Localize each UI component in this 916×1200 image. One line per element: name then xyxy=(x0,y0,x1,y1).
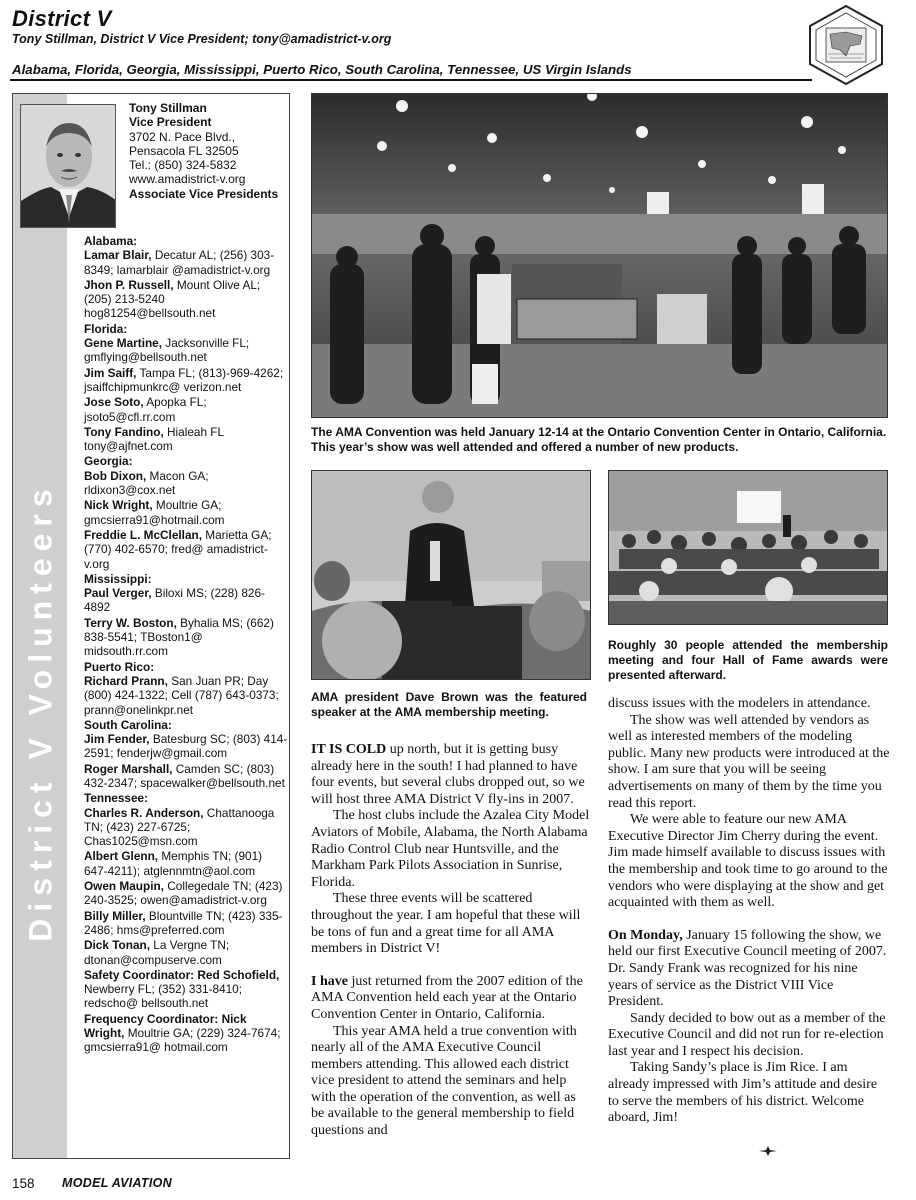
vp-website: www.amadistrict-v.org xyxy=(129,172,246,187)
article-paragraph xyxy=(311,808,591,891)
article-paragraph xyxy=(608,812,890,912)
paragraph-text: January 15 following the show, we held our first Executive Council meeting of 2007. Dr. Sandy Frank was recognized for his nine years of service as the District VIII Vice President. xyxy=(608,927,887,1010)
contact-details: Moultrie GA; gmcsierra91@hotmail.com xyxy=(84,498,225,527)
article-paragraph xyxy=(311,1024,591,1140)
contact-name: Jim Fender, xyxy=(84,732,150,747)
contact-entry xyxy=(84,586,288,615)
contact-entry xyxy=(84,469,288,498)
contact-entry xyxy=(84,849,288,878)
convention-hall-photo xyxy=(311,93,888,418)
article-column-1 xyxy=(311,742,591,1140)
contact-details: Marietta GA; (770) 402-6570; fred@ amadistrict-v.org xyxy=(84,527,272,571)
contact-name: Gene Martine, xyxy=(84,336,163,351)
paragraph-lead: On Monday, xyxy=(608,927,683,943)
contact-details: Chattanooga TN; (423) 227-6725; Chas1025@msn.com xyxy=(84,805,275,849)
paragraph-text: discuss issues with the modelers in attendance. xyxy=(608,696,871,711)
contact-name: Dick Tonan, xyxy=(84,938,150,953)
contact-section-heading: Alabama: xyxy=(84,234,138,248)
vp-name: Tony Stillman xyxy=(129,101,207,115)
contact-entry xyxy=(84,336,288,365)
paragraph-lead: I have xyxy=(311,973,348,989)
contact-entry xyxy=(84,425,288,454)
contact-details: Memphis TN; (901) 647-4211); atglennmtn@aol.com xyxy=(84,849,263,878)
convention-photo-caption: The AMA Convention was held January 12-14 at the Ontario Convention Center in Ontario, California. This year’s show was well attended and offered a number of new products. xyxy=(311,425,887,454)
contact-section-heading: Mississippi: xyxy=(84,571,152,586)
contact-name: Roger Marshall, xyxy=(84,761,173,776)
article-paragraph xyxy=(311,891,591,957)
contact-name: Jim Saiff, xyxy=(84,365,137,380)
contact-name: Safety Coordinator: Red Schofield, xyxy=(84,967,280,982)
contact-entry xyxy=(84,879,288,908)
contact-details: La Vergne TN; dtonan@compuserve.com xyxy=(84,938,230,967)
contact-entry xyxy=(84,1012,288,1055)
contact-name: Owen Maupin, xyxy=(84,879,164,894)
article-paragraph xyxy=(608,696,890,713)
contact-entry xyxy=(84,762,288,791)
contact-entry xyxy=(84,968,288,1011)
vp-contact-block xyxy=(129,101,287,201)
page-subtitle: Tony Stillman, District V Vice President; tony@amadistrict-v.org xyxy=(12,32,392,46)
contact-name: Bob Dixon, xyxy=(84,468,147,483)
contact-entry xyxy=(84,278,288,321)
contact-details: Byhalia MS; (662) 838-5541; TBoston1@ midsouth.rr.com xyxy=(84,615,274,659)
contact-details: Collegedale TN; (423) 240-3525; owen@amadistrict-v.org xyxy=(84,879,283,908)
district-states: Alabama, Florida, Georgia, Mississippi, Puerto Rico, South Carolina, Tennessee, US Virgin Islands xyxy=(12,62,632,77)
contact-section-heading: Puerto Rico: xyxy=(84,659,155,674)
contact-details: Moultrie GA; (229) 324-7674; gmcsierra91@ hotmail.com xyxy=(84,1026,281,1055)
contact-details: Newberry FL; (352) 331-8410; redscho@ bellsouth.net xyxy=(84,982,243,1011)
contact-name: Nick Wright, xyxy=(84,498,153,513)
contact-details: Tampa FL; (813)-969-4262; jsaiffchipmunkrc@ verizon.net xyxy=(84,365,284,394)
end-mark-icon xyxy=(758,1145,778,1157)
vp-telephone: Tel.: (850) 324-5832 xyxy=(129,158,237,173)
contact-entry xyxy=(84,395,288,424)
contact-details: Biloxi MS; (228) 826-4892 xyxy=(84,586,265,615)
paragraph-text: The host clubs include the Azalea City Model Aviators of Mobile, Alabama, the North Alabama Radio Control Club near Huntsville, and the Markham Park Pilots Association in Sunrise, Florida. xyxy=(311,808,590,890)
contact-details: Apopka FL; jsoto5@cfl.rr.com xyxy=(84,395,207,424)
paragraph-text: The show was well attended by vendors as well as interested members of the modeling public. Many new products were introduced at the show. I am sure that you will be seeing advertisements on many of them by the time you read this report. xyxy=(608,712,890,811)
contact-entry xyxy=(84,732,288,761)
contact-section-heading: Tennessee: xyxy=(84,791,149,806)
paragraph-text: up north, but it is getting busy already here in the south! I had planned to have four events, but several clubs dropped out, so we will host three AMA District V fly-ins in 2007. xyxy=(311,742,585,807)
contact-name: Lamar Blair, xyxy=(84,248,152,263)
paragraph-text: just returned from the 2007 edition of the AMA Convention held each year at the Ontario Convention Center in Ontario, California. xyxy=(311,973,583,1022)
paragraph-text: This year AMA held a true convention with nearly all of the AMA Executive Council members attending. This allowed each district vice president to attend the seminars and help with the operation of the convention, as well as be available to the general membership to field questions and xyxy=(311,1023,577,1139)
contact-details: Macon GA; rldixon3@cox.net xyxy=(84,468,209,498)
publication-name: MODEL AVIATION xyxy=(62,1176,172,1190)
vp-address-line1: 3702 N. Pace Blvd., xyxy=(129,129,236,144)
sidebar-vertical-title: District V Volunteers xyxy=(22,482,59,942)
contact-section-heading: Florida: xyxy=(84,321,128,336)
contact-details: Mount Olive AL; (205) 213-5240 hog81254@bellsouth.net xyxy=(84,277,261,321)
contact-entry xyxy=(84,616,288,659)
contact-entry xyxy=(84,938,288,967)
contact-name: Tony Fandino, xyxy=(84,424,164,439)
contact-entry xyxy=(84,806,288,849)
contact-details: San Juan PR; Day (800) 424-1322; Cell (787) 643-0373; prann@onelinkpr.net xyxy=(84,673,279,717)
vp-title: Vice President xyxy=(129,115,212,130)
contact-section-heading: Georgia: xyxy=(84,454,133,469)
paragraph-text: Sandy decided to bow out as a member of the Executive Council and did not run for re-election last year and I respect his decision. xyxy=(608,1010,886,1059)
contact-name: Frequency Coordinator: Nick Wright, xyxy=(84,1011,247,1041)
paragraph-lead: IT IS COLD xyxy=(311,742,387,757)
contact-name: Terry W. Boston, xyxy=(84,615,177,630)
page-number: 158 xyxy=(12,1176,35,1191)
contact-details: Batesburg SC; (803) 414-2591; fenderjw@gmail.com xyxy=(84,732,288,761)
contact-name: Freddie L. McClellan, xyxy=(84,527,202,542)
contact-name: Jose Soto, xyxy=(84,395,144,410)
contact-name: Charles R. Anderson, xyxy=(84,805,204,820)
contact-entry xyxy=(84,674,288,717)
page-title: District V xyxy=(12,6,112,31)
vp-portrait xyxy=(20,104,116,228)
contact-section-heading: South Carolina: xyxy=(84,717,172,732)
article-paragraph xyxy=(608,713,890,813)
contact-entry xyxy=(84,528,288,571)
contact-name: Jhon P. Russell, xyxy=(84,277,174,292)
contact-details: Decatur AL; (256) 303-8349; lamarblair @amadistrict-v.org xyxy=(84,248,275,277)
speaker-photo xyxy=(311,470,591,680)
contacts-list xyxy=(84,234,288,1056)
contact-name: Billy Miller, xyxy=(84,908,146,923)
membership-meeting-photo xyxy=(608,470,888,625)
header-rule xyxy=(10,79,812,81)
contact-details: Blountville TN; (423) 335-2486; hms@preferred.com xyxy=(84,908,283,937)
paragraph-text: We were able to feature our new AMA Executive Director Jim Cherry during the event. Jim made himself available to discuss issues with the membership and took time to go around to the vendors who were displaying at the show and get acquainted with them as well. xyxy=(608,812,888,911)
article-paragraph xyxy=(608,1011,890,1061)
article-column-2 xyxy=(608,696,890,1127)
contact-entry xyxy=(84,366,288,395)
associate-vp-heading: Associate Vice Presidents xyxy=(129,186,279,201)
article-paragraph xyxy=(311,742,591,808)
contact-entry xyxy=(84,248,288,277)
district-seal-icon xyxy=(806,4,886,86)
article-paragraph xyxy=(608,928,890,1011)
contact-entry xyxy=(84,498,288,527)
paragraph-text: Taking Sandy’s place is Jim Rice. I am already impressed with Jim’s attitude and desire to serve the members of his district. Welcome aboard, Jim! xyxy=(608,1060,878,1126)
contact-entry xyxy=(84,909,288,938)
article-paragraph xyxy=(608,1060,890,1126)
volunteers-sidebar xyxy=(12,93,290,1159)
contact-details: Camden SC; (803) 432-2347; spacewalker@bellsouth.net xyxy=(84,761,285,790)
article-paragraph xyxy=(311,974,591,1024)
paragraph-text: These three events will be scattered throughout the year. I am hopeful that these will be tons of fun and a great time for all AMA members in District V! xyxy=(311,891,581,957)
meeting-photo-caption: Roughly 30 people attended the membership meeting and four Hall of Fame awards were presented afterward. xyxy=(608,638,888,682)
contact-name: Paul Verger, xyxy=(84,586,152,601)
vp-address-line2: Pensacola FL 32505 xyxy=(129,143,239,158)
contact-details: Jacksonville FL; gmflying@bellsouth.net xyxy=(84,336,250,365)
contact-details: Hialeah FL tony@ajfnet.com xyxy=(84,424,224,454)
contact-name: Albert Glenn, xyxy=(84,849,159,864)
contact-name: Richard Prann, xyxy=(84,673,168,688)
speaker-photo-caption: AMA president Dave Brown was the featured speaker at the AMA membership meeting. xyxy=(311,690,587,719)
